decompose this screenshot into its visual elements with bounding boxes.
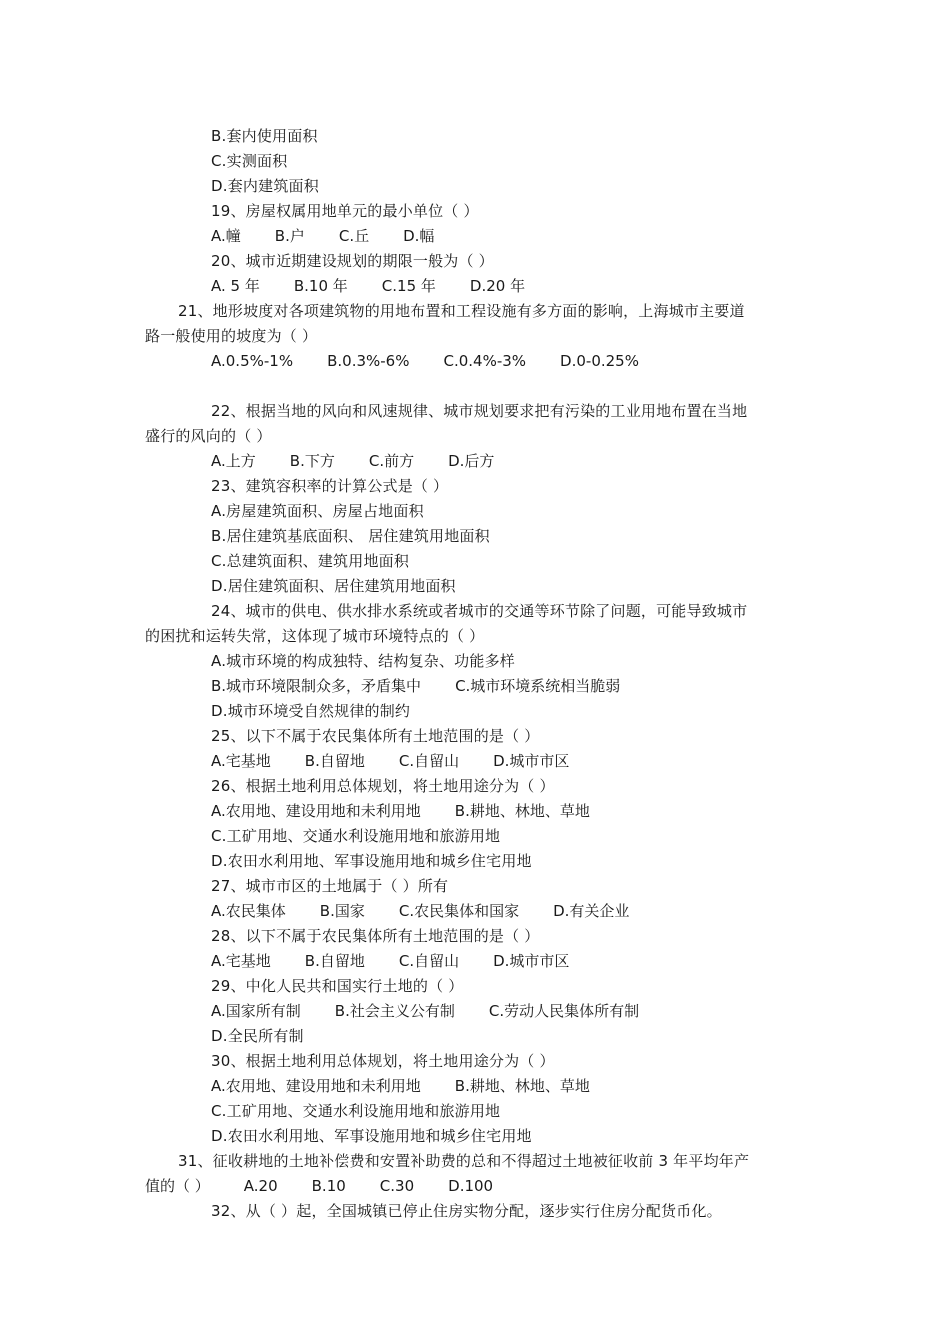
question-31-options <box>145 1176 493 1196</box>
question-25: 25、以下不属于农民集体所有土地范围的是（ ） <box>211 727 540 745</box>
question-19-options <box>211 226 434 246</box>
option: B.0.3%-6% <box>327 352 410 370</box>
option: C.自留山 <box>398 752 460 770</box>
question-22: 22、根据当地的风向和风速规律、城市规划要求把有污染的工业用地布置在当地 <box>211 402 748 420</box>
question-27-options <box>211 901 629 921</box>
option: A.农用地、建设用地和未利用地 <box>211 802 421 820</box>
option: C.丘 <box>338 227 370 245</box>
option: D.有关企业 <box>553 902 630 920</box>
question-24: 24、城市的供电、供水排水系统或者城市的交通等环节除了问题，可能导致城市 <box>211 602 748 620</box>
option: D.幅 <box>403 227 435 245</box>
question-24-options <box>211 676 620 696</box>
question-31: 31、征收耕地的土地补偿费和安置补助费的总和不得超过土地被征收前 3 年平均年产 <box>178 1152 750 1170</box>
option: B.自留地 <box>304 752 365 770</box>
question-26: 26、根据土地利用总体规划，将土地用途分为（ ） <box>211 777 555 795</box>
option: D.农田水利用地、军事设施用地和城乡住宅用地 <box>211 852 532 870</box>
question-25-options <box>211 751 569 771</box>
option: A.20 <box>243 1177 278 1195</box>
option: A.宅基地 <box>211 952 271 970</box>
text-line: D.套内建筑面积 <box>211 177 319 195</box>
question-19: 19、房屋权属用地单元的最小单位（ ） <box>211 202 479 220</box>
option: A.幢 <box>211 227 241 245</box>
option: D.农田水利用地、军事设施用地和城乡住宅用地 <box>211 1127 532 1145</box>
text-line: C.实测面积 <box>211 152 288 170</box>
question-30: 30、根据土地利用总体规划，将土地用途分为（ ） <box>211 1052 555 1070</box>
question-22-cont: 盛行的风向的（ ） <box>145 427 272 445</box>
question-28-options <box>211 951 569 971</box>
option: C.工矿用地、交通水利设施用地和旅游用地 <box>211 827 501 845</box>
option: B.居住建筑基底面积、 居住建筑用地面积 <box>211 527 490 545</box>
question-29: 29、中化人民共和国实行土地的（ ） <box>211 977 464 995</box>
option: D.100 <box>448 1177 494 1195</box>
question-20-options <box>211 276 525 296</box>
option: A.宅基地 <box>211 752 271 770</box>
option: D.全民所有制 <box>211 1027 304 1045</box>
option: B.10 年 <box>293 277 348 295</box>
option: B.自留地 <box>304 952 365 970</box>
option: D.后方 <box>448 452 495 470</box>
question-29-options <box>211 1001 639 1021</box>
option: A.房屋建筑面积、房屋占地面积 <box>211 502 424 520</box>
option: C.15 年 <box>381 277 436 295</box>
option: C.工矿用地、交通水利设施用地和旅游用地 <box>211 1102 501 1120</box>
option: B.下方 <box>289 452 335 470</box>
option: C.总建筑面积、建筑用地面积 <box>211 552 410 570</box>
option: B.城市环境限制众多，矛盾集中 <box>211 677 422 695</box>
option: C.自留山 <box>398 952 460 970</box>
option: A.上方 <box>211 452 256 470</box>
question-31-cont: 值的（ ） <box>145 1177 210 1195</box>
option: A.国家所有制 <box>211 1002 301 1020</box>
option: A.城市环境的构成独特、结构复杂、功能多样 <box>211 652 515 670</box>
option: D.城市环境受自然规律的制约 <box>211 702 411 720</box>
option: B.耕地、林地、草地 <box>454 1077 590 1095</box>
option: D.城市市区 <box>493 752 570 770</box>
question-27: 27、城市市区的土地属于（ ）所有 <box>211 877 449 895</box>
option: D.居住建筑面积、居住建筑用地面积 <box>211 577 456 595</box>
option: D.城市市区 <box>493 952 570 970</box>
question-23: 23、建筑容积率的计算公式是（ ） <box>211 477 449 495</box>
option: A. 5 年 <box>211 277 260 295</box>
option: C.前方 <box>368 452 415 470</box>
question-21-cont: 路一般使用的坡度为（ ） <box>145 327 318 345</box>
option: A.农用地、建设用地和未利用地 <box>211 1077 421 1095</box>
option: B.耕地、林地、草地 <box>454 802 590 820</box>
question-21-options <box>211 351 639 371</box>
option: A.农民集体 <box>211 902 286 920</box>
option: C.30 <box>379 1177 415 1195</box>
question-20: 20、城市近期建设规划的期限一般为（ ） <box>211 252 494 270</box>
option: B.国家 <box>319 902 365 920</box>
question-28: 28、以下不属于农民集体所有土地范围的是（ ） <box>211 927 540 945</box>
question-21: 21、地形坡度对各项建筑物的用地布置和工程设施有多方面的影响，上海城市主要道 <box>178 302 745 320</box>
question-32: 32、从（ ）起，全国城镇已停止住房实物分配，逐步实行住房分配货币化。 <box>211 1202 722 1220</box>
option: B.10 <box>311 1177 346 1195</box>
option: D.0-0.25% <box>560 352 639 370</box>
question-30-options <box>211 1076 590 1096</box>
option: A.0.5%-1% <box>211 352 294 370</box>
option: C.0.4%-3% <box>443 352 527 370</box>
question-26-options <box>211 801 590 821</box>
option: C.农民集体和国家 <box>398 902 520 920</box>
option: C.城市环境系统相当脆弱 <box>455 677 621 695</box>
question-22-options <box>211 451 494 471</box>
question-24-cont: 的困扰和运转失常，这体现了城市环境特点的（ ） <box>145 627 485 645</box>
option: D.20 年 <box>469 277 526 295</box>
option: B.社会主义公有制 <box>334 1002 455 1020</box>
option: C.劳动人民集体所有制 <box>488 1002 640 1020</box>
option: B.户 <box>274 227 305 245</box>
text-line: B.套内使用面积 <box>211 127 318 145</box>
